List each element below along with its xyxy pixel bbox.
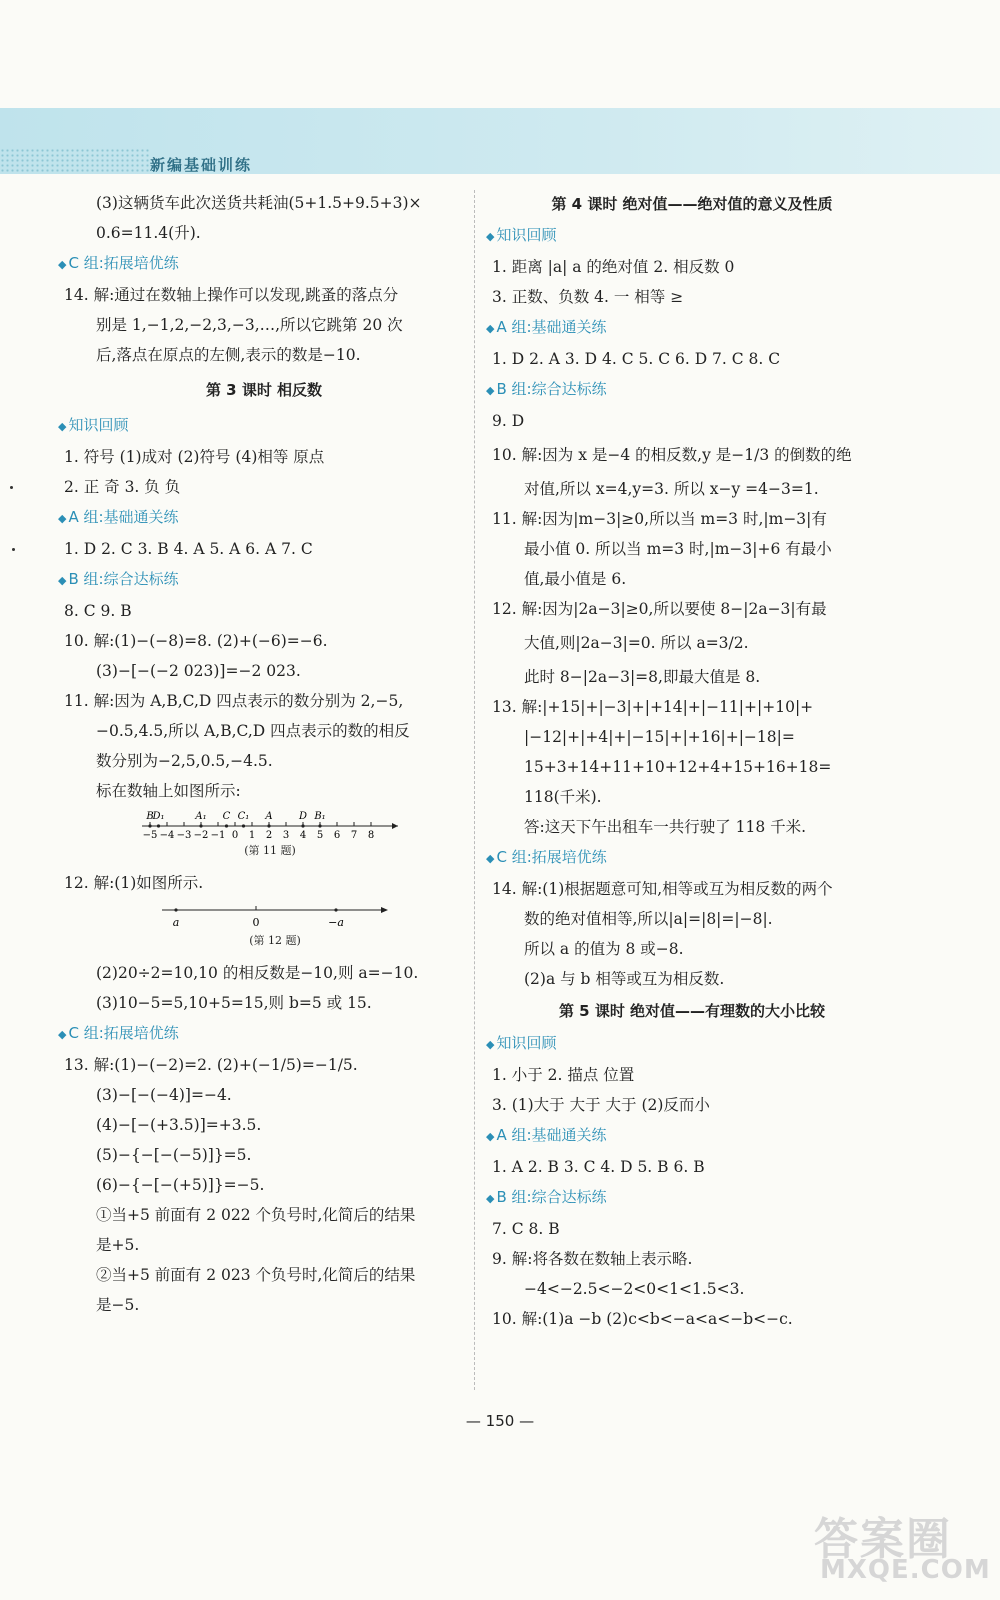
text-line: 12. 解:(1)如图所示. (64, 874, 204, 892)
text-line: 15+3+14+11+10+12+4+15+16+18= (524, 758, 832, 776)
text-line: 7. C 8. B (492, 1220, 560, 1238)
text-line: 答:这天下午出租车一共行驶了 118 千米. (524, 818, 807, 836)
text-line: 9. 解:将各数在数轴上表示略. (492, 1250, 693, 1268)
text-line: 值,最小值是 6. (524, 570, 627, 588)
text-line: 1. D 2. C 3. B 4. A 5. A 6. A 7. C (64, 540, 313, 558)
text-line: 8. C 9. B (64, 602, 132, 620)
point-label: A₁ (195, 811, 207, 822)
text-line: 9. D (492, 412, 525, 430)
figure-caption: (第 11 题) (244, 844, 296, 857)
text-line: 别是 1,−1,2,−2,3,−3,…,所以它跳第 20 次 (96, 316, 403, 334)
point-marker (242, 824, 245, 827)
column-divider (474, 190, 475, 1390)
point-label: B₁ (314, 811, 326, 822)
text-line: 1. 符号 (1)成对 (2)符号 (4)相等 原点 (64, 448, 325, 466)
point-label: D (298, 811, 308, 822)
tick-label: 2 (265, 830, 273, 841)
axis-label-a: a (172, 916, 180, 929)
tick-label: −1 (210, 830, 226, 841)
right-column (486, 188, 892, 1334)
header-dot-pattern (0, 148, 150, 174)
watermark-logo: 答案圈 MXQE.COM (814, 1514, 991, 1585)
section-heading: ◆ A 组:基础通关练 (58, 508, 179, 526)
lesson-title: 第 5 课时 绝对值——有理数的大小比较 (558, 1002, 826, 1020)
tick-label: −5 (142, 830, 158, 841)
diamond-icon: ◆ (58, 1028, 67, 1041)
text-line: −4<−2.5<−2<0<1<1.5<3. (524, 1280, 745, 1298)
text-line: 2. 正 奇 3. 负 负 (64, 478, 181, 496)
text-line: 10. 解:因为 x 是−4 的相反数,y 是−1/3 的倒数的绝 (492, 446, 852, 464)
section-heading: ◆ C 组:拓展培优练 (58, 1024, 179, 1042)
tick-label: −4 (159, 830, 175, 841)
section-heading: ◆ A 组:基础通关练 (486, 1126, 607, 1144)
diamond-icon: ◆ (486, 384, 495, 397)
tick-label: 8 (367, 830, 375, 841)
axis-label-neg-a: −a (328, 916, 344, 929)
series-title: 新编基础训练 (150, 156, 253, 174)
axis-label-zero: 0 (252, 916, 260, 929)
point-label: D₁ (152, 811, 165, 822)
text-line: 1. D 2. A 3. D 4. C 5. C 6. D 7. C 8. C (492, 350, 781, 368)
tick-label: 4 (299, 830, 307, 841)
point-label: C₁ (237, 811, 250, 822)
point-label: B (146, 811, 154, 822)
diamond-icon: ◆ (58, 574, 67, 587)
section-heading: ◆ B 组:综合达标练 (486, 380, 607, 398)
point-marker (225, 824, 228, 827)
diamond-icon: ◆ (486, 1130, 495, 1143)
text-line: ①当+5 前面有 2 022 个负号时,化简后的结果 (96, 1206, 416, 1224)
text-line: 11. 解:因为|m−3|≥0,所以当 m=3 时,|m−3|有 (492, 510, 827, 528)
text-line: 数的绝对值相等,所以|a|=|8|=|−8|. (524, 910, 773, 928)
text-line: (3)10−5=5,10+5=15,则 b=5 或 15. (96, 994, 372, 1012)
text-line: (5)−{−[−(−5)]}=5. (96, 1146, 252, 1164)
text-line: 13. 解:|+15|+|−3|+|+14|+|−11|+|+10|+ (492, 698, 814, 716)
tick-label: 3 (282, 830, 290, 841)
section-heading: ◆ B 组:综合达标练 (486, 1188, 607, 1206)
text-line: 1. A 2. B 3. C 4. D 5. B 6. B (492, 1158, 705, 1176)
diamond-icon: ◆ (486, 1192, 495, 1205)
text-line: 对值,所以 x=4,y=3. 所以 x−y =4−3=1. (524, 480, 819, 498)
text-line: (6)−{−[−(+5)]}=−5. (96, 1176, 265, 1194)
text-line: (3)这辆货车此次送货共耗油(5+1.5+9.5+3)× (96, 194, 422, 212)
text-line: 14. 解:通过在数轴上操作可以发现,跳蚤的落点分 (64, 286, 399, 304)
figure-caption: (第 12 题) (249, 934, 301, 947)
text-line: 12. 解:因为|2a−3|≥0,所以要使 8−|2a−3|有最 (492, 600, 827, 618)
point-marker (199, 824, 202, 827)
section-heading: ◆ C 组:拓展培优练 (486, 848, 607, 866)
tick-label: 0 (231, 830, 239, 841)
text-line: 标在数轴上如图所示: (96, 782, 241, 800)
section-heading: ◆ 知识回顾 (486, 226, 557, 244)
text-line: 13. 解:(1)−(−2)=2. (2)+(−1/5)=−1/5. (64, 1056, 358, 1074)
text-line: ②当+5 前面有 2 023 个负号时,化简后的结果 (96, 1266, 416, 1284)
tick-label: 6 (333, 830, 341, 841)
tick-label: −2 (193, 830, 209, 841)
diamond-icon: ◆ (486, 1038, 495, 1051)
text-line: (4)−[−(+3.5)]=+3.5. (96, 1116, 262, 1134)
point-label: C (222, 811, 231, 822)
diamond-icon: ◆ (58, 512, 67, 525)
number-line-figure-11 (140, 806, 400, 868)
text-line: |−12|+|+4|+|−15|+|+16|+|−18|= (524, 728, 795, 746)
tick-label: 1 (248, 830, 256, 841)
text-line: (2)20÷2=10,10 的相反数是−10,则 a=−10. (96, 964, 419, 982)
text-line: 最小值 0. 所以当 m=3 时,|m−3|+6 有最小 (524, 540, 832, 558)
text-line: 10. 解:(1)a −b (2)c<b<−a<a<−b<−c. (492, 1310, 793, 1328)
text-line: (3)−[−(−4)]=−4. (96, 1086, 232, 1104)
tick-label: −3 (176, 830, 192, 841)
text-line: (2)a 与 b 相等或互为相反数. (524, 970, 725, 988)
text-line: 3. (1)大于 大于 大于 (2)反而小 (492, 1096, 710, 1114)
margin-dot (10, 486, 13, 489)
text-line: 11. 解:因为 A,B,C,D 四点表示的数分别为 2,−5, (64, 692, 404, 710)
point-marker (148, 824, 151, 827)
section-heading: ◆ 知识回顾 (486, 1034, 557, 1052)
text-line: 所以 a 的值为 8 或−8. (524, 940, 684, 958)
text-line: 14. 解:(1)根据题意可知,相等或互为相反数的两个 (492, 880, 833, 898)
lesson-title: 第 3 课时 相反数 (205, 381, 323, 399)
number-line-figure-12 (160, 898, 390, 958)
point-marker (318, 824, 321, 827)
text-line: 0.6=11.4(升). (96, 224, 201, 242)
text-line: −0.5,4.5,所以 A,B,C,D 四点表示的数的相反 (96, 722, 410, 740)
section-heading: ◆ C 组:拓展培优练 (58, 254, 179, 272)
point-label: A (265, 811, 273, 822)
text-line: 大值,则|2a−3|=0. 所以 a=3/2. (524, 634, 749, 652)
lesson-title: 第 4 课时 绝对值——绝对值的意义及性质 (551, 195, 833, 213)
point-marker (157, 824, 160, 827)
text-line: 10. 解:(1)−(−8)=8. (2)+(−6)=−6. (64, 632, 328, 650)
diamond-icon: ◆ (58, 258, 67, 271)
section-heading: ◆ B 组:综合达标练 (58, 570, 179, 588)
diamond-icon: ◆ (486, 230, 495, 243)
diamond-icon: ◆ (58, 420, 67, 433)
text-line: 118(千米). (524, 788, 602, 806)
text-line: 3. 正数、负数 4. 一 相等 ≥ (492, 288, 684, 306)
text-line: 此时 8−|2a−3|=8,即最大值是 8. (524, 668, 761, 686)
text-line: 是+5. (96, 1236, 140, 1254)
page-number: — 150 — (465, 1412, 535, 1430)
margin-dot (12, 548, 15, 551)
text-line: 后,落点在原点的左侧,表示的数是−10. (96, 346, 361, 364)
section-heading: ◆ 知识回顾 (58, 416, 129, 434)
text-line: 1. 小于 2. 描点 位置 (492, 1066, 635, 1084)
text-line: 1. 距离 |a| a 的绝对值 2. 相反数 0 (492, 258, 735, 276)
tick-label: 5 (316, 830, 324, 841)
diamond-icon: ◆ (486, 852, 495, 865)
point-marker (267, 824, 270, 827)
text-line: (3)−[−(−2 023)]=−2 023. (96, 662, 301, 680)
section-heading: ◆ A 组:基础通关练 (486, 318, 607, 336)
point-marker (301, 824, 304, 827)
text-line: 数分别为−2,5,0.5,−4.5. (96, 752, 273, 770)
tick-label: 7 (350, 830, 358, 841)
text-line: 是−5. (96, 1296, 140, 1314)
left-column (58, 188, 464, 1320)
diamond-icon: ◆ (486, 322, 495, 335)
